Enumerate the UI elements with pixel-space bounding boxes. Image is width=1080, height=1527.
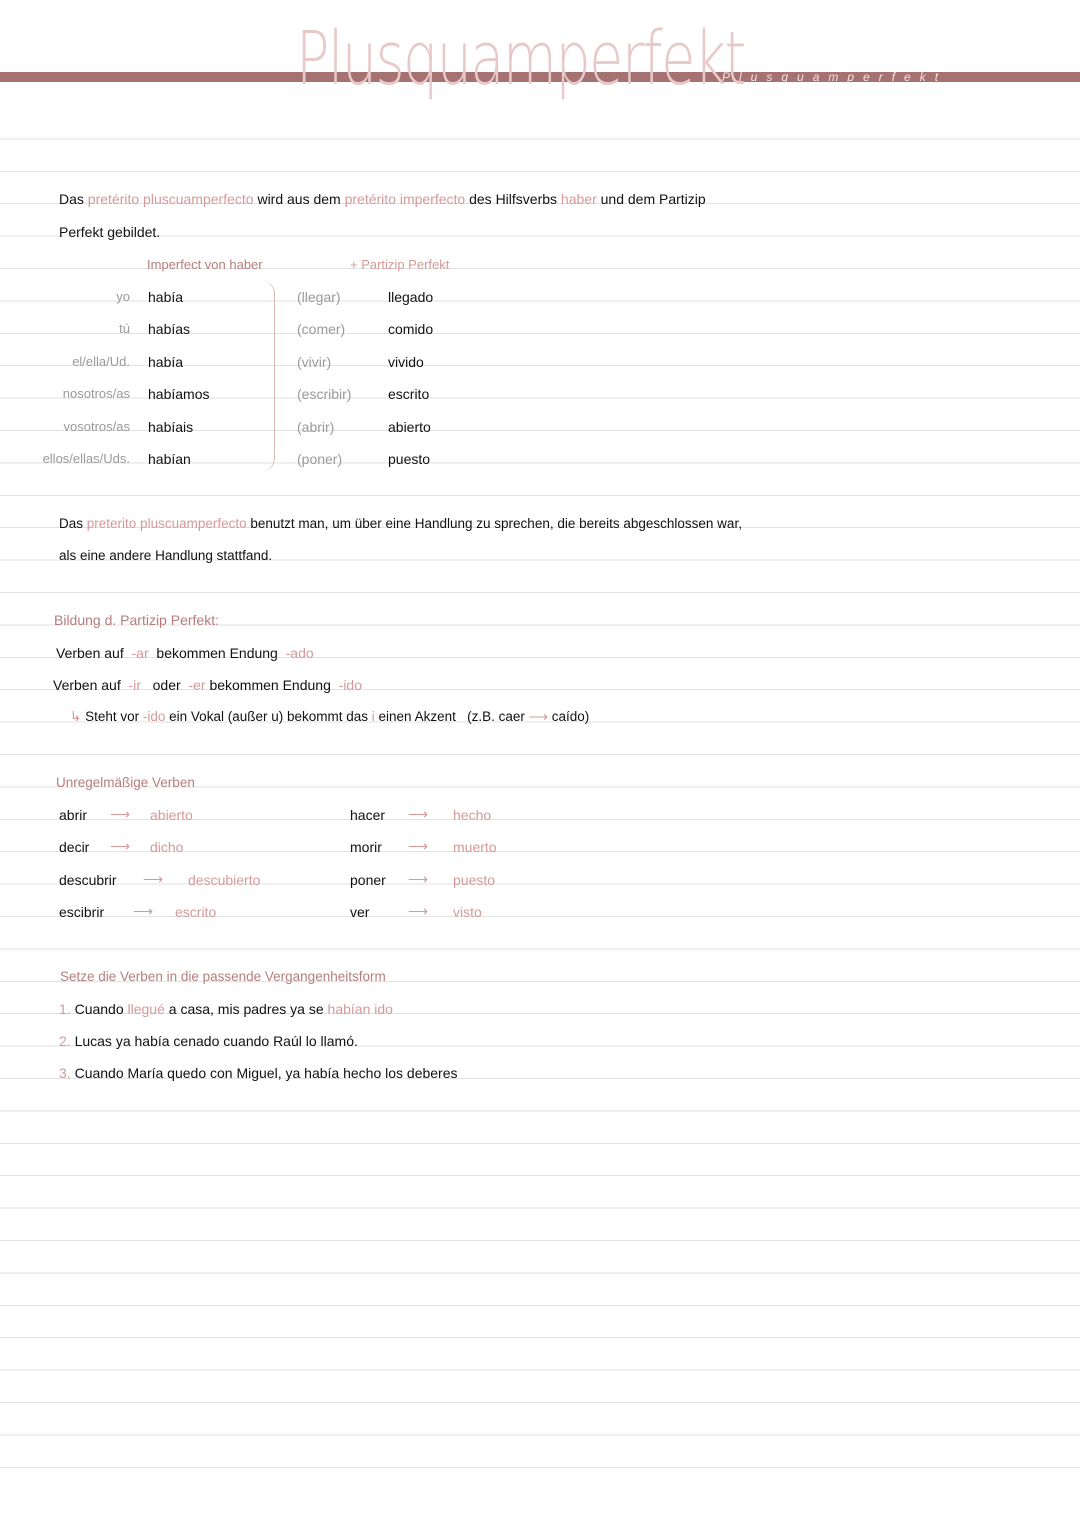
irregular-participle: escrito xyxy=(175,904,217,921)
arrow-icon: ⟶ xyxy=(143,870,164,887)
pronoun: ellos/ellas/Uds. xyxy=(42,451,130,466)
haber-form: había xyxy=(148,353,184,370)
haber-form: habíais xyxy=(148,418,194,435)
irregular-participle: visto xyxy=(453,904,482,921)
text: benutzt man, um über eine Handlung zu sprechen, die bereits abgeschlossen war, xyxy=(250,516,742,531)
irregular-verb: abrir xyxy=(59,807,88,823)
irregular-participle: abierto xyxy=(150,807,193,823)
irregular-participle: muerto xyxy=(453,839,497,856)
infinitive: (llegar) xyxy=(297,289,341,305)
text: einen Akzent xyxy=(378,709,456,724)
arrow-icon: ⟶ xyxy=(408,903,429,920)
bildung-rule-2 xyxy=(53,678,362,692)
text: und dem Partizip xyxy=(600,191,706,207)
irregular-verb: hacer xyxy=(350,807,386,823)
number: 3. xyxy=(59,1065,71,1081)
number: 1. xyxy=(59,1001,71,1017)
irregular-participle: hecho xyxy=(453,807,492,823)
text: Verben auf xyxy=(56,645,124,661)
irregular-participle: dicho xyxy=(150,839,184,856)
intro-line-1 xyxy=(59,192,706,206)
exercise-sentence-2 xyxy=(59,1034,358,1048)
intro-line-2: Perfekt gebildet. xyxy=(59,224,161,240)
number: 2. xyxy=(59,1033,71,1049)
participle: puesto xyxy=(388,451,431,467)
ending: -ado xyxy=(285,645,314,661)
keyword: preterito pluscuamperfecto xyxy=(86,516,247,531)
keyword: pretérito pluscuamperfecto xyxy=(87,191,254,207)
turn-arrow-icon: ↳ xyxy=(70,709,82,724)
ending: -er xyxy=(188,677,206,693)
text: ein Vokal (außer u) bekommt das xyxy=(169,709,368,724)
infinitive: (escribir) xyxy=(297,386,352,403)
arrow-icon: ⟶ xyxy=(110,838,131,855)
pronoun: nosotros/as xyxy=(62,386,130,402)
irregular-verb: descubrir xyxy=(59,871,117,888)
text: Das xyxy=(59,191,84,207)
text: caído) xyxy=(551,709,590,724)
text: Das xyxy=(59,516,84,531)
usage-line-2: als eine andere Handlung stattfand. xyxy=(59,548,273,563)
arrow-icon: ⟶ xyxy=(408,870,429,887)
page-subtitle: Plusquamperfekt xyxy=(722,70,948,84)
text: Lucas ya había cenado cuando Raúl lo llamó. xyxy=(74,1033,358,1049)
arrow-icon: ⟶ xyxy=(408,838,429,855)
infinitive: (poner) xyxy=(297,451,343,467)
ending: -ido xyxy=(142,709,166,724)
haber-form: habían xyxy=(148,451,191,467)
exercise-sentence-1 xyxy=(59,1002,393,1016)
text: Verben auf xyxy=(53,677,121,693)
text: des Hilfsverbs xyxy=(469,191,558,207)
table-header-right: + Partizip Perfekt xyxy=(350,257,450,272)
haber-form: habíamos xyxy=(148,386,210,403)
arrow-icon: ⟶ xyxy=(408,806,429,822)
irregular-verb: ver xyxy=(350,904,370,921)
participle: abierto xyxy=(388,418,431,435)
pronoun: vosotros/as xyxy=(63,418,130,434)
exercise-heading: Setze die Verben in die passende Vergangenheitsform xyxy=(60,969,386,984)
arrow-icon: ⟶ xyxy=(133,903,154,920)
participle: vivido xyxy=(388,353,424,370)
irregular-heading: Unregelmäßige Verben xyxy=(56,775,195,790)
text: a casa, mis padres ya se xyxy=(168,1001,324,1017)
table-header-left: Imperfect von haber xyxy=(147,257,263,272)
ending: -ar xyxy=(131,645,149,661)
arrow-icon: ⟶ xyxy=(528,709,548,724)
ending: -ido xyxy=(338,677,363,693)
brace xyxy=(258,280,275,472)
text: bekommen Endung xyxy=(156,645,278,661)
irregular-participle: puesto xyxy=(453,871,496,888)
pronoun: tú xyxy=(119,321,130,337)
text: (z.B. caer xyxy=(467,709,525,724)
pronoun: yo xyxy=(116,289,130,304)
keyword: haber xyxy=(560,191,597,207)
answer: llegué xyxy=(127,1001,165,1017)
irregular-verb: morir xyxy=(350,839,382,856)
haber-form: había xyxy=(148,289,184,305)
irregular-participle: descubierto xyxy=(188,871,261,888)
keyword: pretérito imperfecto xyxy=(344,191,466,207)
ending: -ir xyxy=(128,677,141,693)
bildung-rule-1 xyxy=(56,646,314,660)
arrow-icon: ⟶ xyxy=(110,806,131,822)
text: wird aus dem xyxy=(257,191,341,207)
text: bekommen Endung xyxy=(209,677,331,693)
participle: comido xyxy=(388,321,434,338)
participle: llegado xyxy=(388,289,434,305)
usage-line-1 xyxy=(59,517,742,531)
text: Cuando xyxy=(74,1001,124,1017)
text: oder xyxy=(152,677,181,693)
bildung-rule-3 xyxy=(70,710,589,724)
page-title: Plusquamperfekt xyxy=(296,16,745,102)
pronoun: el/ella/Ud. xyxy=(72,353,130,369)
irregular-verb: poner xyxy=(350,871,386,888)
letter: i xyxy=(371,709,375,724)
infinitive: (vivir) xyxy=(297,353,332,370)
irregular-verb: escibrir xyxy=(59,904,105,921)
text: Steht vor xyxy=(85,709,140,724)
irregular-verb: decir xyxy=(59,839,90,856)
text: Cuando María quedo con Miguel, ya había hecho los deberes xyxy=(74,1065,458,1081)
infinitive: (comer) xyxy=(297,321,346,338)
haber-form: habías xyxy=(148,321,191,338)
participle: escrito xyxy=(388,386,430,403)
answer: ido xyxy=(374,1001,393,1017)
infinitive: (abrir) xyxy=(297,418,335,435)
exercise-sentence-3 xyxy=(59,1066,458,1080)
bildung-heading: Bildung d. Partizip Perfekt: xyxy=(54,612,219,628)
answer: habían xyxy=(327,1001,371,1017)
